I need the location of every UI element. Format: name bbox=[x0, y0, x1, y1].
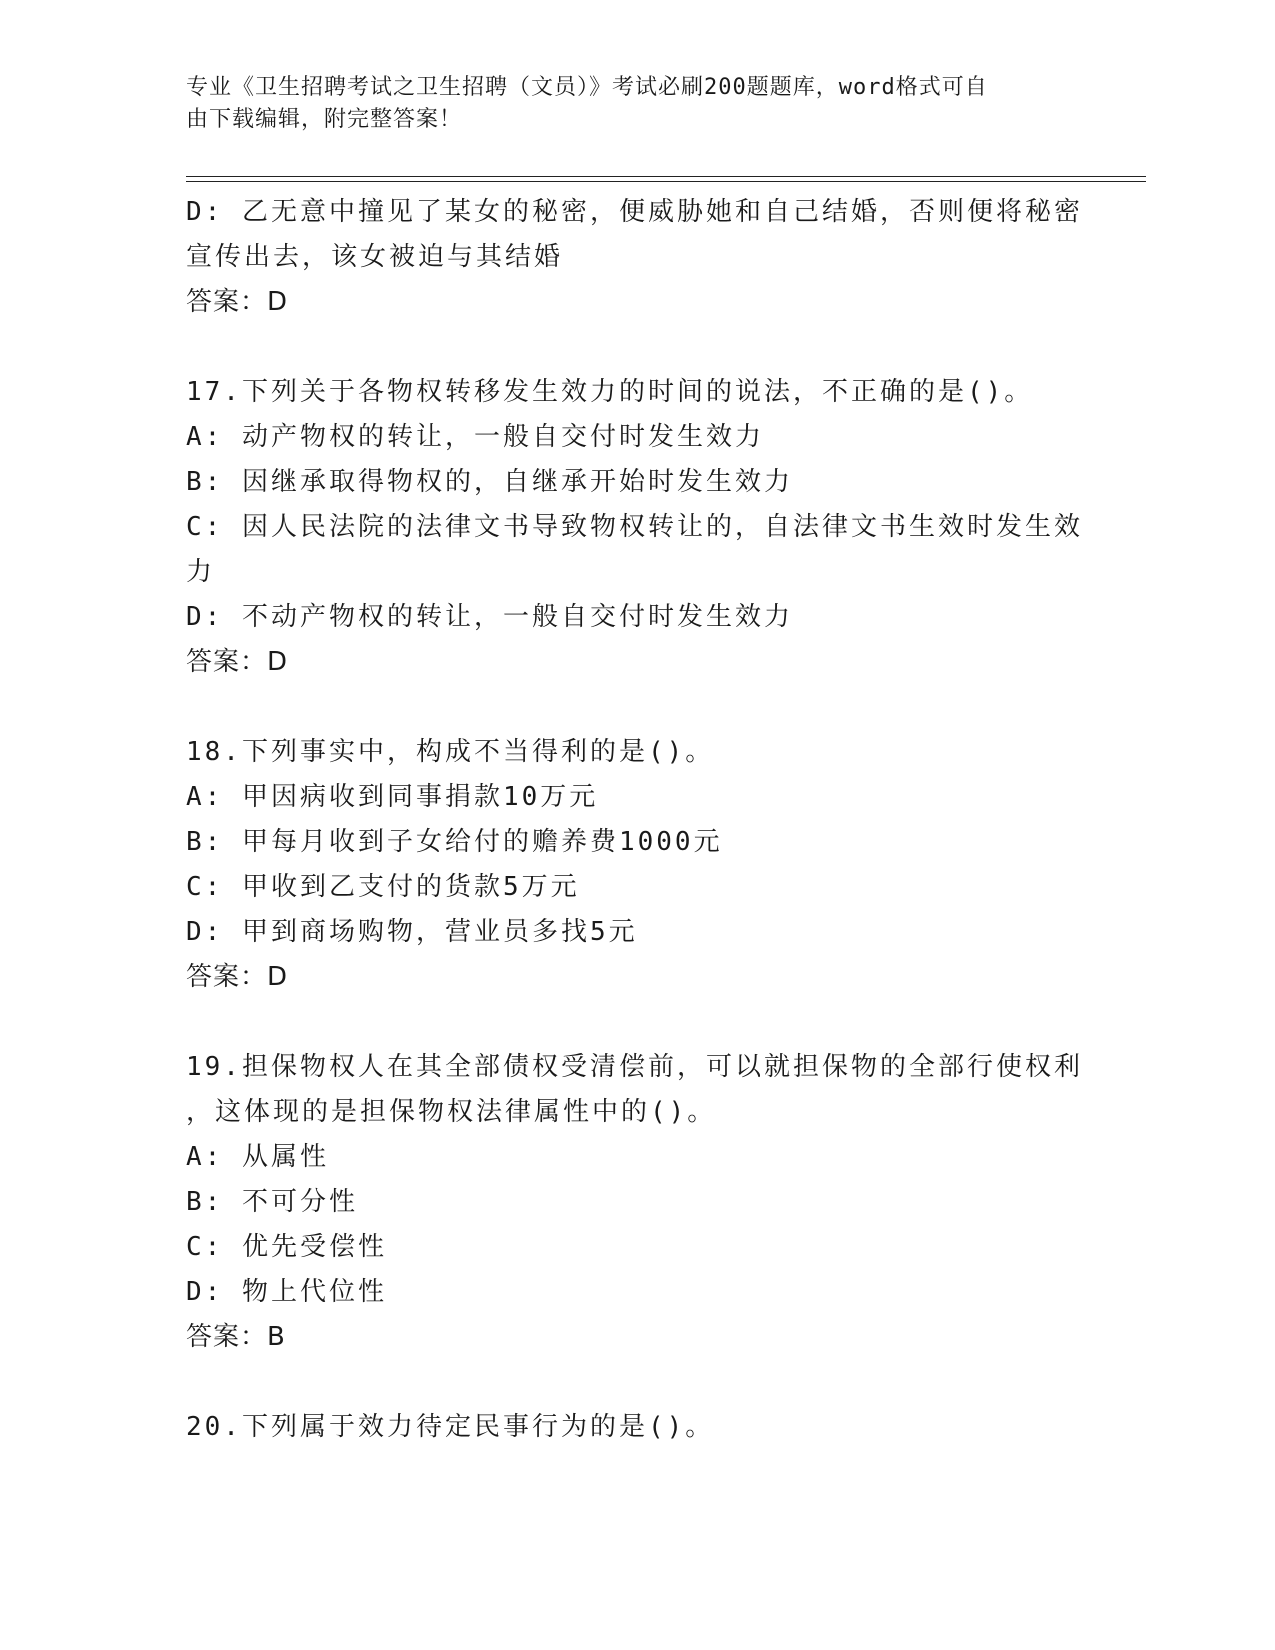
option-b: B: 甲每月收到子女给付的赡养费1000元 bbox=[186, 827, 723, 857]
option-c-continued: 力 bbox=[186, 557, 216, 587]
question-list bbox=[186, 190, 1083, 1450]
option-a: A: 从属性 bbox=[186, 1142, 329, 1172]
option-d: D: 物上代位性 bbox=[186, 1277, 387, 1307]
option-a: A: 动产物权的转让，一般自交付时发生效力 bbox=[186, 422, 764, 452]
question-20 bbox=[186, 1405, 1066, 1450]
question-stem-continued: ，这体现的是担保物权法律属性中的()。 bbox=[186, 1097, 717, 1127]
option-d-continued: 宣传出去，该女被迫与其结婚 bbox=[186, 242, 564, 272]
answer: 答案：D bbox=[186, 962, 289, 992]
header-line-2: 由下载编辑，附完整答案！ bbox=[186, 107, 463, 132]
option-d: D: 甲到商场购物，营业员多找5元 bbox=[186, 917, 638, 947]
spacer bbox=[186, 1000, 1066, 1045]
question-17 bbox=[186, 370, 1083, 685]
header-line-1: 专业《卫生招聘考试之卫生招聘（文员）》考试必刷200题题库，word格式可自 bbox=[186, 75, 988, 100]
option-d: D: 乙无意中撞见了某女的秘密，便威胁她和自己结婚，否则便将秘密 bbox=[186, 197, 1083, 227]
header-rule-bottom bbox=[186, 181, 1146, 182]
option-d: D: 不动产物权的转让，一般自交付时发生效力 bbox=[186, 602, 793, 632]
option-a: A: 甲因病收到同事捐款10万元 bbox=[186, 782, 599, 812]
option-b: B: 因继承取得物权的，自继承开始时发生效力 bbox=[186, 467, 793, 497]
question-stem: 19.担保物权人在其全部债权受清偿前，可以就担保物的全部行使权利 bbox=[186, 1052, 1083, 1082]
question-stem: 18.下列事实中，构成不当得利的是()。 bbox=[186, 737, 715, 767]
question-stem: 20.下列属于效力待定民事行为的是()。 bbox=[186, 1412, 715, 1442]
question-19 bbox=[186, 1045, 1083, 1360]
question-18 bbox=[186, 730, 1066, 1000]
option-c: C: 因人民法院的法律文书导致物权转让的，自法律文书生效时发生效 bbox=[186, 512, 1083, 542]
option-b: B: 不可分性 bbox=[186, 1187, 358, 1217]
question-16-tail bbox=[186, 190, 1083, 325]
option-c: C: 优先受偿性 bbox=[186, 1232, 387, 1262]
document-header bbox=[186, 72, 1066, 136]
option-c: C: 甲收到乙支付的货款5万元 bbox=[186, 872, 580, 902]
spacer bbox=[186, 325, 1066, 370]
answer: 答案：B bbox=[186, 1322, 286, 1352]
header-rule-top bbox=[186, 176, 1146, 177]
spacer bbox=[186, 1360, 1066, 1405]
answer: 答案：D bbox=[186, 647, 289, 677]
spacer bbox=[186, 685, 1066, 730]
question-stem: 17.下列关于各物权转移发生效力的时间的说法，不正确的是()。 bbox=[186, 377, 1034, 407]
answer: 答案：D bbox=[186, 287, 289, 317]
